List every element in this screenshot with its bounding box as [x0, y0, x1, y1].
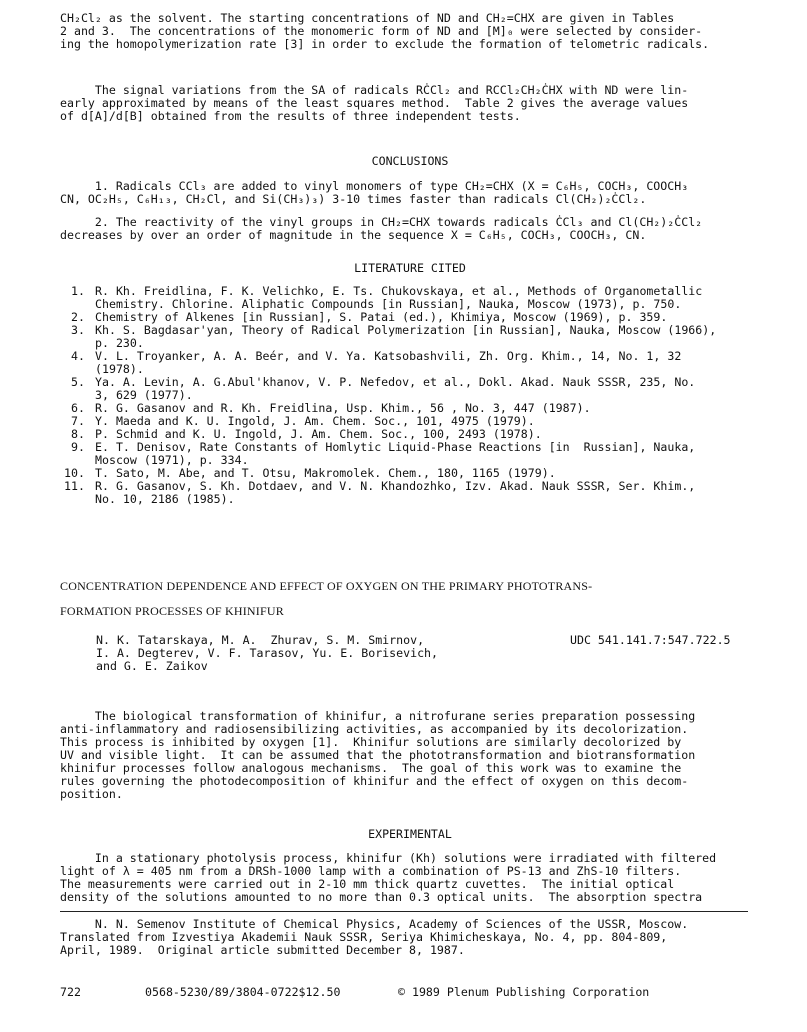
reference-line: No. 10, 2186 (1985).: [95, 492, 235, 506]
reference-item: [60, 350, 770, 376]
reference-number: 1.: [71, 284, 85, 298]
conclusion2-line: 2. The reactivity of the vinyl groups in CH₂=CHX towards radicals ĊCl₃ and Cl(CH₂)₂ĊCl₂: [60, 215, 703, 229]
signal-line: of d[A]/d[B] obtained from the results of three independent tests.: [60, 109, 521, 123]
udc-code: UDC 541.141.7:547.722.5: [570, 633, 731, 647]
intro-line: ing the homopolymerization rate [3] in order to exclude the formation of telometric radicals.: [60, 37, 710, 51]
reference-line: Chemistry. Chlorine. Aliphatic Compounds [in Russian], Nauka, Moscow (1973), p. 750.: [95, 297, 682, 311]
copyright-notice: © 1989 Plenum Publishing Corporation: [398, 985, 650, 999]
reference-line: Chemistry of Alkenes [in Russian], S. Patai (ed.), Khimiya, Moscow (1969), p. 359.: [95, 310, 668, 324]
intro-line: CH₂Cl₂ as the solvent. The starting concentrations of ND and CH₂=CHX are given in Tables: [60, 11, 675, 25]
abstract-line: The biological transformation of khinifur, a nitrofurane series preparation possessing: [60, 709, 696, 723]
reference-line: p. 230.: [95, 336, 144, 350]
literature-cited-heading: LITERATURE CITED: [354, 261, 466, 275]
author-list: [96, 634, 438, 673]
intro-paragraph: [60, 12, 760, 51]
reference-number: 5.: [71, 375, 85, 389]
reference-item: [60, 441, 770, 467]
footnote-divider: [60, 911, 748, 912]
reference-text: [95, 441, 770, 467]
reference-line: Moscow (1971), p. 334.: [95, 453, 249, 467]
affiliation-footnote: [60, 918, 760, 957]
reference-item: [60, 285, 770, 311]
reference-text: [95, 324, 770, 350]
reference-number: 8.: [71, 427, 85, 441]
reference-line: R. G. Gasanov, S. Kh. Dotdaev, and V. N. Khandozhko, Izv. Akad. Nauk SSSR, Ser. Khim.,: [95, 479, 696, 493]
article-title-line-2: FORMATION PROCESSES OF KHINIFUR: [60, 604, 284, 618]
experimental-line: In a stationary photolysis process, khinifur (Kh) solutions were irradiated with filtered: [60, 851, 717, 865]
reference-line: (1978).: [95, 362, 144, 376]
authors-line: and G. E. Zaikov: [96, 659, 208, 673]
reference-list: [60, 285, 770, 506]
conclusion1-line: 1. Radicals CCl₃ are added to vinyl monomers of type CH₂=CHX (X = C₆H₅, COCH₃, COOCH₃: [60, 179, 689, 193]
reference-line: Kh. S. Bagdasar'yan, Theory of Radical Polymerization [in Russian], Nauka, Moscow (1966),: [95, 323, 717, 337]
abstract-line: UV and visible light. It can be assumed that the phototransformation and biotransformation: [60, 748, 696, 762]
reference-item: [60, 376, 770, 402]
reference-text: [95, 480, 770, 506]
reference-line: Ya. A. Levin, A. G.Abul'khanov, V. P. Nefedov, et al., Dokl. Akad. Nauk SSSR, 235, No.: [95, 375, 696, 389]
reference-line: P. Schmid and K. U. Ingold, J. Am. Chem. Soc., 100, 2493 (1978).: [95, 427, 542, 441]
abstract-line: rules governing the photodecomposition of khinifur and the effect of oxygen on this decom-: [60, 774, 689, 788]
conclusion1-line: CN, OC₂H₅, C₆H₁₃, CH₂Cl, and Si(CH₃)₃) 3-10 times faster than radicals Cl(CH₂)₂ĊCl₂.: [60, 192, 647, 206]
reference-line: R. G. Gasanov and R. Kh. Freidlina, Usp. Khim., 56 , No. 3, 447 (1987).: [95, 401, 591, 415]
signal-line: early approximated by means of the least squares method. Table 2 gives the average values: [60, 96, 689, 110]
authors-line: N. K. Tatarskaya, M. A. Zhurav, S. M. Smirnov,: [96, 633, 425, 647]
article-code: 0568-5230/89/3804-0722$12.50: [145, 985, 341, 999]
article-title-line-1: CONCENTRATION DEPENDENCE AND EFFECT OF OXYGEN ON THE PRIMARY PHOTOTRANS-: [60, 579, 593, 593]
reference-line: 3, 629 (1977).: [95, 388, 193, 402]
experimental-line: The measurements were carried out in 2-10 mm thick quartz cuvettes. The initial optical: [60, 877, 675, 891]
reference-number: 9.: [71, 440, 85, 454]
conclusion2-line: decreases by over an order of magnitude in the sequence X = C₆H₅, COCH₃, COOCH₃, CN.: [60, 228, 647, 242]
experimental-heading: EXPERIMENTAL: [368, 827, 452, 841]
reference-line: V. L. Troyanker, A. A. Beér, and V. Ya. Katsobashvili, Zh. Org. Khim., 14, No. 1, 32: [95, 349, 682, 363]
abstract-paragraph: [60, 710, 760, 801]
reference-text: [95, 376, 770, 402]
reference-text: [95, 285, 770, 311]
reference-number: 7.: [71, 414, 85, 428]
reference-number: 4.: [71, 349, 85, 363]
signal-line: The signal variations from the SA of radicals RĊCl₂ and RCCl₂CH₂ĊHX with ND were lin-: [60, 83, 689, 97]
reference-line: E. T. Denisov, Rate Constants of Homlytic Liquid-Phase Reactions [in Russian], Nauka,: [95, 440, 696, 454]
reference-item: [60, 480, 770, 506]
conclusion-2: [60, 216, 760, 242]
affiliation-line: Translated from Izvestiya Akademii Nauk SSSR, Seriya Khimicheskaya, No. 4, pp. 804-809,: [60, 930, 668, 944]
abstract-line: anti-inflammatory and radiosensibilizing activities, as accompanied by its decolorization.: [60, 722, 689, 736]
page-number: 722: [60, 985, 81, 999]
intro-line: 2 and 3. The concentrations of the monomeric form of ND and [M]₀ were selected by consider-: [60, 24, 703, 38]
conclusion-1: [60, 180, 760, 206]
affiliation-line: N. N. Semenov Institute of Chemical Physics, Academy of Sciences of the USSR, Moscow.: [60, 917, 689, 931]
authors-line: I. A. Degterev, V. F. Tarasov, Yu. E. Borisevich,: [96, 646, 439, 660]
reference-item: [60, 324, 770, 350]
abstract-line: khinifur processes follow analogous mechanisms. The goal of this work was to examine the: [60, 761, 682, 775]
reference-number: 10.: [64, 466, 85, 480]
reference-line: R. Kh. Freidlina, F. K. Velichko, E. Ts. Chukovskaya, et al., Methods of Organometallic: [95, 284, 703, 298]
reference-text: [95, 350, 770, 376]
conclusions-heading: CONCLUSIONS: [371, 154, 449, 168]
reference-number: 2.: [71, 310, 85, 324]
abstract-line: position.: [60, 787, 123, 801]
affiliation-line: April, 1989. Original article submitted December 8, 1987.: [60, 943, 465, 957]
experimental-line: light of λ = 405 nm from a DRSh-1000 lamp with a combination of PS-13 and ZhS-10 filters.: [60, 864, 682, 878]
reference-line: Y. Maeda and K. U. Ingold, J. Am. Chem. Soc., 101, 4975 (1979).: [95, 414, 535, 428]
signal-paragraph: [60, 84, 760, 123]
reference-line: T. Sato, M. Abe, and T. Otsu, Makromolek. Chem., 180, 1165 (1979).: [95, 466, 556, 480]
experimental-paragraph: [60, 852, 760, 904]
reference-number: 11.: [64, 479, 85, 493]
reference-number: 3.: [71, 323, 85, 337]
abstract-line: This process is inhibited by oxygen [1]. Khinifur solutions are similarly decolorized by: [60, 735, 682, 749]
reference-number: 6.: [71, 401, 85, 415]
experimental-line: density of the solutions amounted to no more than 0.3 optical units. The absorption spectra: [60, 890, 703, 904]
